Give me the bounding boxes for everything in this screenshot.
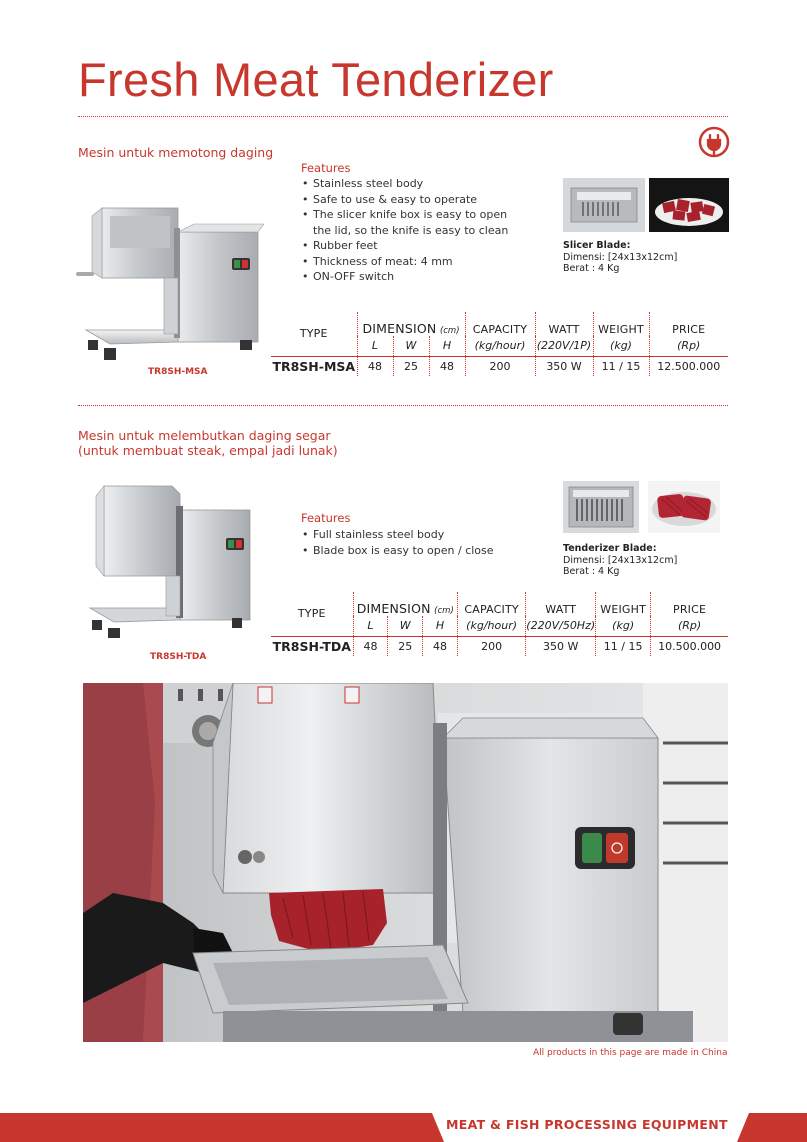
col-watt: WATT [526, 592, 596, 616]
power-plug-icon [698, 126, 730, 158]
features-title-1: Features [301, 161, 351, 175]
feature-item: • Safe to use & easy to operate [301, 192, 521, 208]
blade-info-1 [563, 240, 677, 275]
cell-price: 12.500.000 [649, 356, 728, 376]
features-list-2 [301, 527, 521, 558]
col-type: TYPE [299, 327, 328, 341]
cell-type: TR8SH-MSA [271, 356, 357, 376]
col-weight: WEIGHT [596, 592, 651, 616]
slicer-machine-image [72, 188, 264, 368]
weight-unit: (kg) [593, 336, 649, 356]
tenderizer-blade-image [563, 481, 639, 533]
watt-unit: (220V/50Hz) [526, 616, 596, 636]
col-h: H [423, 616, 458, 636]
feature-item: • ON-OFF switch [301, 269, 521, 285]
cell-capacity: 200 [465, 356, 535, 376]
page-title: Fresh Meat Tenderizer [78, 53, 554, 106]
col-price: PRICE [651, 592, 728, 616]
cell-h: 48 [423, 636, 458, 656]
cell-watt: 350 W [526, 636, 596, 656]
section2-subtitle: Mesin untuk melembutkan daging segar (untuk membuat steak, empal jadi lunak) [78, 428, 338, 458]
blade-title-1: Slicer Blade: [563, 240, 631, 251]
slicer-blade-image [563, 178, 645, 232]
tenderizer-machine-image [80, 480, 256, 650]
sliced-meat-image [649, 178, 729, 232]
col-capacity: CAPACITY [465, 312, 535, 336]
spec-table-2 [271, 592, 728, 656]
blade-dim-2: Dimensi: [24x13x12cm] [563, 554, 678, 566]
cell-l: 48 [353, 636, 388, 656]
col-watt: WATT [535, 312, 593, 336]
tenderized-meat-image [648, 481, 720, 533]
cell-h: 48 [429, 356, 465, 376]
footer-accent [737, 1113, 807, 1142]
cell-w: 25 [388, 636, 423, 656]
feature-item: • Full stainless steel body [301, 527, 521, 543]
cell-capacity: 200 [457, 636, 525, 656]
feature-item: • Thickness of meat: 4 mm [301, 254, 521, 270]
feature-item: • Stainless steel body [301, 176, 521, 192]
col-capacity: CAPACITY [457, 592, 525, 616]
capacity-unit: (kg/hour) [457, 616, 525, 636]
col-l: L [357, 336, 393, 356]
col-l: L [353, 616, 388, 636]
price-unit: (Rp) [651, 616, 728, 636]
feature-item: • Rubber feet [301, 238, 521, 254]
divider-mid [78, 405, 728, 406]
features-list-1 [301, 176, 521, 285]
cell-l: 48 [357, 356, 393, 376]
blade-dim-1: Dimensi: [24x13x12cm] [563, 251, 678, 263]
price-unit: (Rp) [649, 336, 728, 356]
spec-table-1 [271, 312, 728, 376]
cell-weight: 11 / 15 [593, 356, 649, 376]
weight-unit: (kg) [596, 616, 651, 636]
feature-item: • Blade box is easy to open / close [301, 543, 521, 559]
made-in-note: All products in this page are made in China [533, 1048, 728, 1058]
blade-title-2: Tenderizer Blade: [563, 543, 657, 554]
blade-info-2 [563, 543, 677, 578]
col-h: H [429, 336, 465, 356]
blade-weight-2: Berat : 4 Kg [563, 566, 620, 577]
table-row [271, 636, 728, 656]
col-weight: WEIGHT [593, 312, 649, 336]
model-caption-1: TR8SH-MSA [148, 367, 208, 377]
footer-category: MEAT & FISH PROCESSING EQUIPMENT [446, 1117, 728, 1132]
divider-top [78, 116, 728, 117]
cell-watt: 350 W [535, 356, 593, 376]
col-dimension: DIMENSION (cm) [357, 312, 465, 336]
watt-unit: (220V/1P) [535, 336, 593, 356]
table-row [271, 356, 728, 376]
col-w: W [393, 336, 429, 356]
blade-weight-1: Berat : 4 Kg [563, 263, 620, 274]
model-caption-2: TR8SH-TDA [150, 652, 207, 662]
col-price: PRICE [649, 312, 728, 336]
cell-price: 10.500.000 [651, 636, 728, 656]
col-w: W [388, 616, 423, 636]
features-title-2: Features [301, 511, 351, 525]
capacity-unit: (kg/hour) [465, 336, 535, 356]
cell-type: TR8SH-TDA [271, 636, 353, 656]
cell-weight: 11 / 15 [596, 636, 651, 656]
product-in-use-photo [83, 683, 728, 1042]
section1-subtitle: Mesin untuk memotong daging [78, 145, 274, 160]
feature-item: • The slicer knife box is easy to open the lid, so the knife is easy to clean [301, 207, 521, 238]
col-dimension: DIMENSION (cm) [353, 592, 457, 616]
col-type: TYPE [297, 607, 326, 621]
cell-w: 25 [393, 356, 429, 376]
